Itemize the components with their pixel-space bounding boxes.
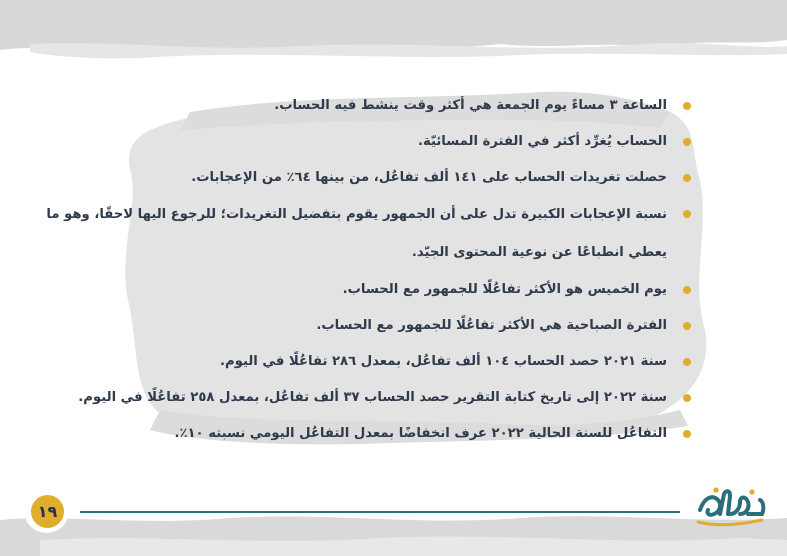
- page-number: ١٩: [31, 495, 64, 528]
- bullet-dot-icon: [683, 138, 691, 146]
- list-item: [11, 380, 691, 416]
- bullet-dot-icon: [683, 430, 691, 438]
- list-item: [11, 160, 691, 196]
- list-item-text: التفاعُل للسنة الحالية ٢٠٢٢ عرف انخفاضًا بمعدل التفاعُل اليومي نسبته ١٠٪.: [174, 426, 667, 441]
- list-item-text: سنة ٢٠٢٢ إلى تاريخ كتابة التقرير حصد الحساب ٣٧ ألف تفاعُل، بمعدل ٢٥٨ تفاعُلًا في اليوم.: [78, 390, 667, 405]
- list-item: [11, 344, 691, 380]
- list-item-text: الفترة الصباحية هي الأكثر تفاعُلًا للجمهور مع الحساب.: [316, 318, 667, 333]
- bullet-dot-icon: [683, 286, 691, 294]
- list-item-text: يوم الخميس هو الأكثر تفاعُلًا للجمهور مع الحساب.: [342, 282, 667, 297]
- list-item: [11, 88, 691, 124]
- list-item-text: نسبة الإعجابات الكبيرة تدل على أن الجمهور يقوم بتفضيل التغريدات؛ للرجوع اليها لاحقًا، وهو ما يعطي انطباعًا عن نوعية المحتوى الجيّد.: [46, 207, 667, 260]
- list-item: [11, 124, 691, 160]
- khotwa-logo-icon: [694, 480, 768, 530]
- list-item: [11, 196, 691, 272]
- bullet-dot-icon: [683, 394, 691, 402]
- list-item-text: حصلت تغريدات الحساب على ١٤١ ألف تفاعُل، من بينها ٦٤٪ من الإعجابات.: [191, 170, 667, 185]
- list-item: [11, 416, 691, 452]
- bullet-dot-icon: [683, 210, 691, 218]
- findings-list: [11, 88, 691, 452]
- bullet-dot-icon: [683, 102, 691, 110]
- bullet-dot-icon: [683, 174, 691, 182]
- list-item-text: سنة ٢٠٢١ حصد الحساب ١٠٤ ألف تفاعُل، بمعدل ٢٨٦ تفاعُلًا في اليوم.: [220, 354, 667, 369]
- list-item: [11, 272, 691, 308]
- top-brush-band: [0, 0, 787, 50]
- list-item-text: الساعة ٣ مساءً يوم الجمعة هي أكثر وقت ينشط فيه الحساب.: [274, 98, 667, 113]
- bullet-dot-icon: [683, 322, 691, 330]
- bullet-dot-icon: [683, 358, 691, 366]
- list-item-text: الحساب يُغرِّد أكثر في الفترة المسائيّة.: [417, 134, 667, 149]
- footer-divider: [80, 511, 680, 513]
- list-item: [11, 308, 691, 344]
